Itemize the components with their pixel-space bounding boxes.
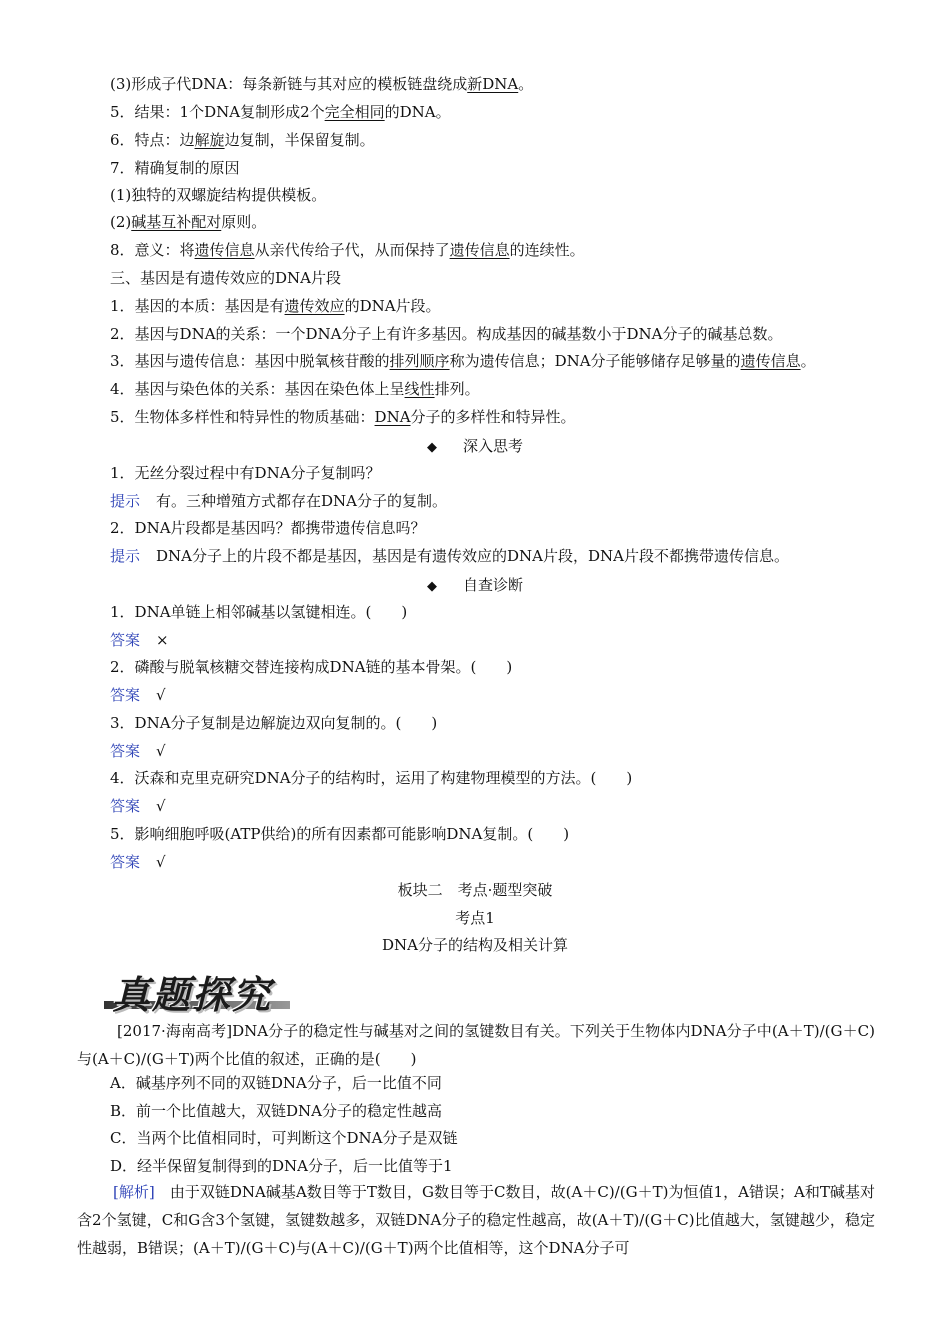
- answer-label: 答案: [110, 631, 141, 649]
- text-line: 2．基因与DNA的关系：一个DNA分子上有许多基因。构成基因的碱基数小于DNA分子的碱基总数。: [110, 325, 783, 343]
- question: 4．沃森和克里克研究DNA分子的结构时，运用了构建物理模型的方法。( ): [110, 769, 633, 787]
- option-d: D．经半保留复制得到的DNA分子，后一比值等于1: [110, 1157, 453, 1175]
- block-title: 板块二 考点·题型突破: [397, 881, 553, 899]
- text-line: (2)碱基互补配对原则。: [110, 213, 267, 231]
- answer: 答案 √: [110, 797, 166, 815]
- diamond-icon: ◆: [426, 579, 437, 594]
- hint-label: 提示: [110, 492, 141, 510]
- topic-title: DNA分子的结构及相关计算: [382, 936, 568, 954]
- text-line: 6．特点：边解旋边复制，半保留复制。: [110, 131, 375, 149]
- text-line: 5．生物体多样性和特异性的物质基础：DNA分子的多样性和特异性。: [110, 408, 576, 426]
- text-line: 5．结果：1个DNA复制形成2个完全相同的DNA。: [110, 103, 451, 121]
- hint: 提示 有。三种增殖方式都存在DNA分子的复制。: [110, 492, 448, 510]
- analysis-label: [解析]: [113, 1183, 155, 1201]
- text-line: (1)独特的双螺旋结构提供模板。: [110, 186, 327, 204]
- option-a: A．碱基序列不同的双链DNA分子，后一比值不同: [110, 1074, 442, 1092]
- answer: 答案 √: [110, 853, 166, 871]
- text-line: 3．基因与遗传信息：基因中脱氧核苷酸的排列顺序称为遗传信息；DNA分子能够储存足够量的遗传信息。: [110, 352, 816, 370]
- text-line: (3)形成子代DNA：每条新链与其对应的模板链盘绕成新DNA。: [110, 75, 534, 93]
- answer-label: 答案: [110, 797, 141, 815]
- question: 3．DNA分子复制是边解旋边双向复制的。( ): [110, 714, 438, 732]
- answer: 答案 √: [110, 742, 166, 760]
- question: 1．DNA单链上相邻碱基以氢键相连。( ): [110, 603, 408, 621]
- section-self-check-heading: ◆ 自查诊断: [426, 576, 523, 594]
- question: 5．影响细胞呼吸(ATP供给)的所有因素都可能影响DNA复制。( ): [110, 825, 570, 843]
- text-line: 8．意义：将遗传信息从亲代传给子代，从而保持了遗传信息的连续性。: [110, 241, 585, 259]
- question: 1．无丝分裂过程中有DNA分子复制吗？: [110, 464, 381, 482]
- text-line: 1．基因的本质：基因是有遗传效应的DNA片段。: [110, 297, 441, 315]
- section-deep-think-heading: ◆ 深入思考: [426, 437, 523, 455]
- answer-label: 答案: [110, 686, 141, 704]
- question: 2．DNA片段都是基因吗？都携带遗传信息吗？: [110, 519, 426, 537]
- hint-label: 提示: [110, 547, 141, 565]
- question-stem: [2017·海南高考]DNA分子的稳定性与碱基对之间的氢键数目有关。下列关于生物体内DNA分子中(A＋T)/(G＋C)与(A＋C)/(G＋T)两个比值的叙述，正确的是( ): [77, 1022, 875, 1068]
- hint: 提示 DNA分子上的片段不都是基因，基因是有遗传效应的DNA片段，DNA片段不都携带遗传信息。: [110, 547, 789, 565]
- analysis: [解析] 由于双链DNA碱基A数目等于T数目，G数目等于C数目，故(A＋C)/(G＋T)为恒值1，A错误；A和T碱基对含2个氢键，C和G含3个氢键，氢键数越多，双链DNA分子的稳定性越高，故(A＋T)/(G＋C)比值越大，氢键越少，稳定性越弱，B错误；(A＋T)/(G＋C)与(A＋C)/(G＋T)两个比值相等，这个DNA分子可: [77, 1183, 875, 1257]
- option-c: C．当两个比值相同时，可判断这个DNA分子是双链: [110, 1129, 458, 1147]
- answer-label: 答案: [110, 853, 141, 871]
- answer-label: 答案: [110, 742, 141, 760]
- section-heading: 三、基因是有遗传效应的DNA片段: [110, 269, 341, 287]
- option-b: B．前一个比值越大，双链DNA分子的稳定性越高: [110, 1102, 443, 1120]
- banner-logo: 真题探究: [112, 973, 273, 1017]
- exam-point-title: 考点1: [455, 909, 495, 927]
- answer: 答案 √: [110, 686, 166, 704]
- diamond-icon: ◆: [426, 440, 437, 455]
- text-line: 4．基因与染色体的关系：基因在染色体上呈线性排列。: [110, 380, 480, 398]
- answer: 答案 ×: [110, 631, 169, 649]
- text-line: 7．精确复制的原因: [110, 159, 240, 177]
- question: 2．磷酸与脱氧核糖交替连接构成DNA链的基本骨架。( ): [110, 658, 513, 676]
